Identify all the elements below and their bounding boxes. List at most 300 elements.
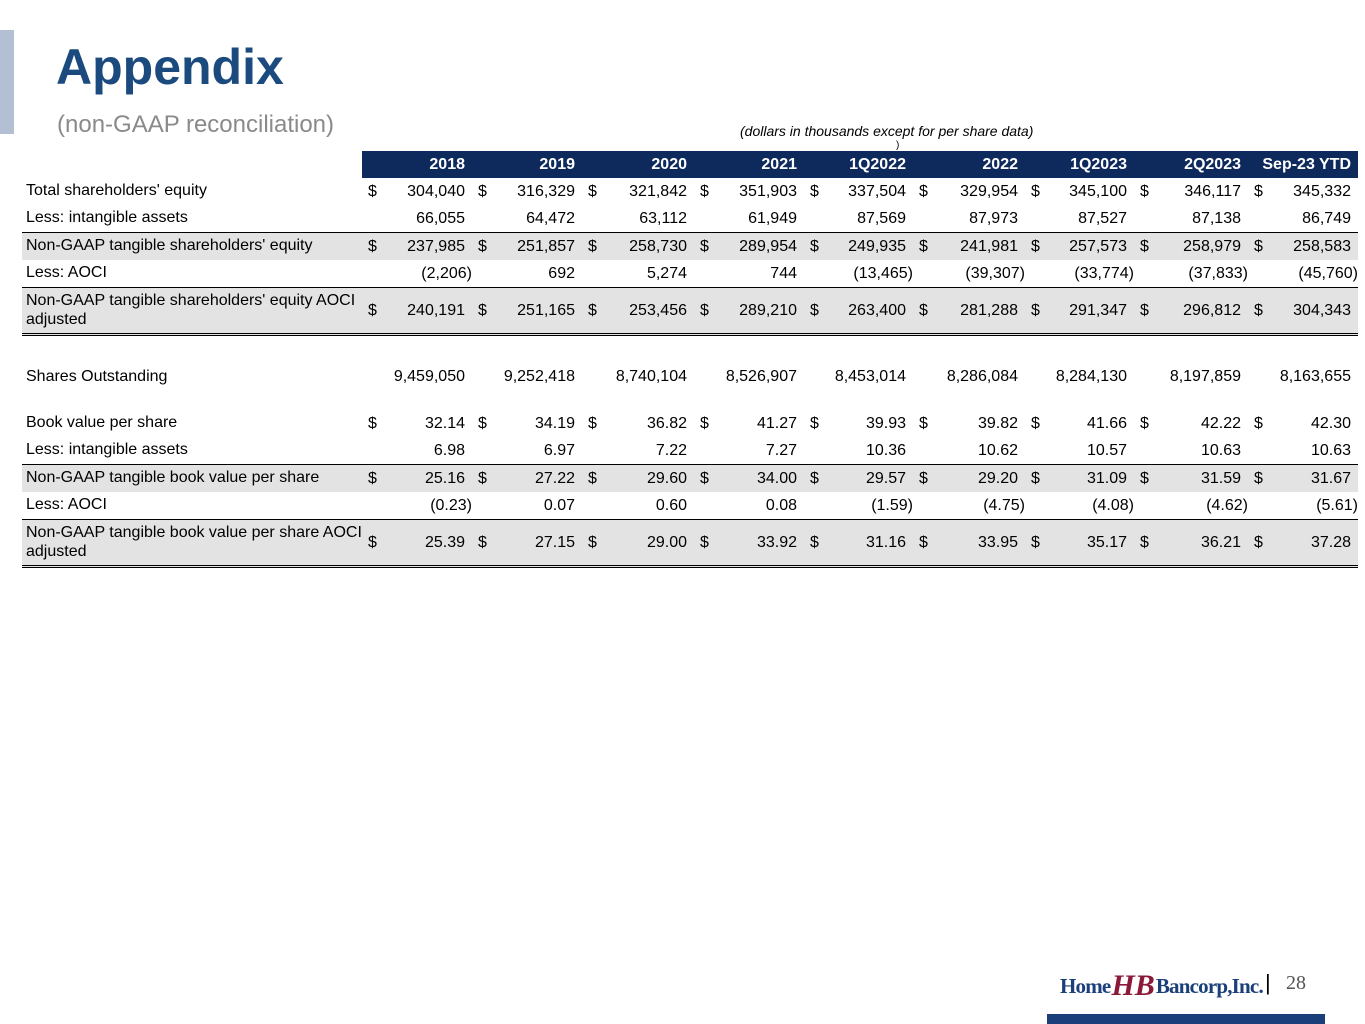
cell-value: 258,583 bbox=[1293, 237, 1351, 255]
table-cell bbox=[804, 260, 913, 288]
cell-value: (4.75) bbox=[983, 496, 1025, 514]
currency-symbol: $ bbox=[1254, 182, 1263, 200]
cell-value: 39.82 bbox=[977, 414, 1018, 432]
cell-value: 31.67 bbox=[1310, 469, 1351, 487]
cell-value: 31.16 bbox=[865, 533, 906, 551]
currency-symbol: $ bbox=[588, 237, 597, 255]
currency-symbol: $ bbox=[1031, 469, 1040, 487]
table-cell bbox=[804, 358, 913, 396]
table-cell bbox=[472, 358, 582, 396]
cell-value: 351,903 bbox=[739, 182, 797, 200]
table-cell bbox=[1248, 437, 1358, 465]
cell-value: 7.27 bbox=[765, 441, 797, 459]
currency-symbol: $ bbox=[478, 414, 487, 432]
cell-value: 304,040 bbox=[407, 182, 465, 200]
table-cell bbox=[1025, 260, 1134, 288]
table-cell bbox=[582, 178, 694, 205]
row-label: Less: intangible assets bbox=[26, 441, 188, 459]
table-cell bbox=[1025, 437, 1134, 465]
table-cell bbox=[804, 233, 913, 261]
table-cell bbox=[1025, 520, 1134, 567]
cell-value: 66,055 bbox=[416, 209, 465, 227]
cell-value: 25.16 bbox=[424, 469, 465, 487]
table-cell bbox=[1248, 358, 1358, 396]
table-cell bbox=[582, 260, 694, 288]
cell-value: 34.00 bbox=[756, 469, 797, 487]
cell-value: 29.00 bbox=[646, 533, 687, 551]
currency-symbol: $ bbox=[478, 237, 487, 255]
cell-value: 0.60 bbox=[655, 496, 687, 514]
cell-value: 289,210 bbox=[739, 301, 797, 319]
currency-symbol: $ bbox=[368, 182, 377, 200]
cell-value: 42.30 bbox=[1310, 414, 1351, 432]
table-cell bbox=[472, 233, 582, 261]
table-cell bbox=[582, 358, 694, 396]
table-cell bbox=[804, 492, 913, 520]
table-cell bbox=[913, 520, 1025, 567]
cell-value: (0.23) bbox=[430, 496, 472, 514]
currency-symbol: $ bbox=[919, 182, 928, 200]
table-cell bbox=[1248, 492, 1358, 520]
cell-value: 35.17 bbox=[1086, 533, 1127, 551]
currency-symbol: $ bbox=[919, 237, 928, 255]
cell-value: 249,935 bbox=[848, 237, 906, 255]
cell-value: 61,949 bbox=[748, 209, 797, 227]
table-cell bbox=[1025, 410, 1134, 437]
cell-value: 253,456 bbox=[629, 301, 687, 319]
table-cell bbox=[913, 437, 1025, 465]
currency-symbol: $ bbox=[700, 533, 709, 551]
currency-symbol: $ bbox=[588, 414, 597, 432]
cell-value: 8,163,655 bbox=[1279, 368, 1351, 385]
table-row bbox=[22, 288, 1358, 335]
row-label: Shares Outstanding bbox=[26, 367, 168, 385]
cell-value: (1.59) bbox=[871, 496, 913, 514]
currency-symbol: $ bbox=[588, 533, 597, 551]
currency-symbol: $ bbox=[1031, 533, 1040, 551]
cell-value: 263,400 bbox=[848, 301, 906, 319]
currency-symbol: $ bbox=[1031, 414, 1040, 432]
table-cell bbox=[472, 205, 582, 233]
cell-value: 87,527 bbox=[1078, 209, 1127, 227]
currency-symbol: $ bbox=[919, 301, 928, 319]
table-cell bbox=[362, 492, 472, 520]
cell-value: 8,526,907 bbox=[725, 368, 797, 385]
cell-value: 289,954 bbox=[739, 237, 797, 255]
currency-symbol: $ bbox=[368, 237, 377, 255]
table-cell bbox=[1025, 358, 1134, 396]
table-cell bbox=[362, 410, 472, 437]
row-label: Non-GAAP tangible shareholders' equity bbox=[22, 233, 362, 261]
currency-symbol: $ bbox=[588, 469, 597, 487]
table-cell bbox=[913, 233, 1025, 261]
cell-value: 251,165 bbox=[517, 301, 575, 319]
cell-value: 41.66 bbox=[1086, 414, 1127, 432]
cell-value: 87,973 bbox=[969, 209, 1018, 227]
cell-value: 36.82 bbox=[646, 414, 687, 432]
column-header: Sep-23 YTD bbox=[1248, 151, 1358, 178]
cell-value: 0.07 bbox=[543, 496, 575, 514]
currency-symbol: $ bbox=[1254, 533, 1263, 551]
row-label: Less: intangible assets bbox=[26, 209, 188, 227]
table-cell bbox=[694, 358, 804, 396]
currency-symbol: $ bbox=[1254, 414, 1263, 432]
table-cell bbox=[362, 178, 472, 205]
table-cell bbox=[1134, 520, 1248, 567]
currency-symbol: $ bbox=[1254, 301, 1263, 319]
cell-value: 744 bbox=[770, 264, 797, 282]
cell-value: 296,812 bbox=[1183, 301, 1241, 319]
cell-value: 29.20 bbox=[977, 469, 1018, 487]
table-cell bbox=[582, 437, 694, 465]
logo-home-text: Home bbox=[1060, 973, 1111, 998]
table-cell bbox=[694, 437, 804, 465]
page-separator: | bbox=[1265, 970, 1271, 995]
cell-value: (33,774) bbox=[1074, 264, 1134, 282]
table-row bbox=[22, 492, 1358, 520]
spacer-row bbox=[22, 396, 1358, 410]
table-cell bbox=[582, 288, 694, 335]
table-cell bbox=[804, 288, 913, 335]
table-cell bbox=[694, 520, 804, 567]
currency-symbol: $ bbox=[478, 469, 487, 487]
cell-value: 0.08 bbox=[765, 496, 797, 514]
table-cell bbox=[1248, 178, 1358, 205]
table-cell bbox=[362, 205, 472, 233]
page-subtitle: (non-GAAP reconciliation) bbox=[57, 111, 335, 138]
table-cell bbox=[1134, 437, 1248, 465]
cell-value: (13,465) bbox=[853, 264, 913, 282]
cell-value: 33.92 bbox=[756, 533, 797, 551]
table-cell bbox=[804, 465, 913, 493]
table-cell bbox=[694, 288, 804, 335]
table-cell bbox=[472, 465, 582, 493]
table-cell bbox=[472, 492, 582, 520]
cell-value: 241,981 bbox=[960, 237, 1018, 255]
cell-value: 25.39 bbox=[424, 533, 465, 551]
currency-symbol: $ bbox=[1140, 237, 1149, 255]
cell-value: 34.19 bbox=[534, 414, 575, 432]
cell-value: 10.62 bbox=[977, 441, 1018, 459]
row-label: Book value per share bbox=[26, 414, 178, 432]
table-cell bbox=[1248, 520, 1358, 567]
column-header: 2Q2023 bbox=[1134, 151, 1248, 178]
cell-value: 304,343 bbox=[1293, 301, 1351, 319]
table-cell bbox=[913, 260, 1025, 288]
currency-symbol: $ bbox=[810, 301, 819, 319]
currency-symbol: $ bbox=[700, 469, 709, 487]
currency-symbol: $ bbox=[919, 414, 928, 432]
cell-value: 237,985 bbox=[407, 237, 465, 255]
table-cell bbox=[694, 233, 804, 261]
table-cell bbox=[1248, 260, 1358, 288]
currency-symbol: $ bbox=[1031, 301, 1040, 319]
cell-value: 257,573 bbox=[1069, 237, 1127, 255]
cell-value: 29.57 bbox=[865, 469, 906, 487]
currency-symbol: $ bbox=[810, 237, 819, 255]
table-cell bbox=[1134, 178, 1248, 205]
currency-symbol: $ bbox=[919, 533, 928, 551]
table-cell bbox=[913, 410, 1025, 437]
cell-value: 6.98 bbox=[433, 441, 465, 459]
header-corner bbox=[22, 151, 362, 178]
currency-symbol: $ bbox=[1140, 414, 1149, 432]
row-label: Total shareholders' equity bbox=[26, 182, 207, 200]
cell-value: 345,332 bbox=[1293, 182, 1351, 200]
cell-value: 29.60 bbox=[646, 469, 687, 487]
table-row bbox=[22, 178, 1358, 205]
table-cell bbox=[472, 260, 582, 288]
table-cell bbox=[694, 492, 804, 520]
currency-symbol: $ bbox=[1140, 182, 1149, 200]
cell-value: 8,284,130 bbox=[1055, 368, 1127, 385]
currency-symbol: $ bbox=[368, 469, 377, 487]
cell-value: 8,286,084 bbox=[946, 368, 1018, 385]
cell-value: 37.28 bbox=[1310, 533, 1351, 551]
table-cell bbox=[1134, 492, 1248, 520]
table-cell bbox=[804, 520, 913, 567]
logo-hb-mark: HB bbox=[1111, 969, 1155, 1002]
table-cell bbox=[362, 520, 472, 567]
currency-symbol: $ bbox=[478, 301, 487, 319]
table-cell bbox=[1025, 492, 1134, 520]
currency-symbol: $ bbox=[810, 469, 819, 487]
cell-value: 240,191 bbox=[407, 301, 465, 319]
cell-value: 10.36 bbox=[865, 441, 906, 459]
currency-symbol: $ bbox=[810, 533, 819, 551]
footer-accent-bar bbox=[1047, 1014, 1325, 1024]
table-cell bbox=[694, 410, 804, 437]
table-cell bbox=[1248, 465, 1358, 493]
table-cell bbox=[913, 205, 1025, 233]
cell-value: 63,112 bbox=[639, 209, 687, 227]
spacer-row bbox=[22, 335, 1358, 359]
cell-value: 5,274 bbox=[646, 264, 687, 282]
row-label: Non-GAAP tangible book value per share AOCI adjusted bbox=[22, 520, 362, 567]
table-cell bbox=[362, 358, 472, 396]
table-cell bbox=[472, 178, 582, 205]
cell-value: 64,472 bbox=[526, 209, 575, 227]
currency-symbol: $ bbox=[588, 301, 597, 319]
table-cell bbox=[1248, 288, 1358, 335]
row-label: Less: AOCI bbox=[26, 264, 107, 282]
cell-value: 337,504 bbox=[848, 182, 906, 200]
cell-value: 27.15 bbox=[534, 533, 575, 551]
table-cell bbox=[694, 178, 804, 205]
page-number: 28 bbox=[1286, 972, 1306, 994]
currency-symbol: $ bbox=[810, 182, 819, 200]
table-cell bbox=[582, 492, 694, 520]
currency-symbol: $ bbox=[1254, 237, 1263, 255]
table-cell bbox=[1248, 205, 1358, 233]
table-cell bbox=[1134, 260, 1248, 288]
table-row bbox=[22, 205, 1358, 233]
table-cell bbox=[1134, 233, 1248, 261]
table-cell bbox=[472, 520, 582, 567]
table-cell bbox=[1134, 465, 1248, 493]
table-cell bbox=[582, 410, 694, 437]
cell-value: 36.21 bbox=[1200, 533, 1241, 551]
currency-symbol: $ bbox=[700, 301, 709, 319]
currency-symbol: $ bbox=[919, 469, 928, 487]
table-cell bbox=[362, 437, 472, 465]
currency-symbol: $ bbox=[1031, 182, 1040, 200]
company-logo bbox=[1060, 968, 1263, 1004]
table-cell bbox=[1025, 233, 1134, 261]
table-cell bbox=[913, 465, 1025, 493]
table-cell bbox=[582, 205, 694, 233]
table-row bbox=[22, 520, 1358, 567]
cell-value: (37,833) bbox=[1188, 264, 1248, 282]
column-header: 2020 bbox=[582, 151, 694, 178]
cell-value: 10.63 bbox=[1310, 441, 1351, 459]
table-cell bbox=[1248, 233, 1358, 261]
row-label: Non-GAAP tangible book value per share bbox=[22, 465, 362, 493]
cell-value: 8,453,014 bbox=[834, 368, 906, 385]
table-cell bbox=[1025, 205, 1134, 233]
cell-value: 33.95 bbox=[977, 533, 1018, 551]
table-cell bbox=[1134, 205, 1248, 233]
table-cell bbox=[1134, 410, 1248, 437]
cell-value: 329,954 bbox=[960, 182, 1018, 200]
currency-symbol: $ bbox=[588, 182, 597, 200]
table-row bbox=[22, 465, 1358, 493]
currency-symbol: $ bbox=[1140, 301, 1149, 319]
currency-symbol: $ bbox=[368, 414, 377, 432]
table-cell bbox=[472, 288, 582, 335]
table-cell bbox=[1134, 358, 1248, 396]
currency-symbol: $ bbox=[368, 301, 377, 319]
table-cell bbox=[472, 437, 582, 465]
table-cell bbox=[582, 465, 694, 493]
cell-value: 9,459,050 bbox=[393, 368, 465, 385]
table-cell bbox=[804, 205, 913, 233]
cell-value: 86,749 bbox=[1302, 209, 1351, 227]
table-row bbox=[22, 437, 1358, 465]
table-cell bbox=[913, 492, 1025, 520]
column-header: 2018 bbox=[362, 151, 472, 178]
row-label: Less: AOCI bbox=[26, 496, 107, 514]
cell-value: 10.63 bbox=[1200, 441, 1241, 459]
table-cell bbox=[804, 178, 913, 205]
table-cell bbox=[913, 288, 1025, 335]
table-row bbox=[22, 410, 1358, 437]
cell-value: 7.22 bbox=[655, 441, 687, 459]
cell-value: 258,730 bbox=[629, 237, 687, 255]
table-cell bbox=[472, 410, 582, 437]
table-cell bbox=[1025, 288, 1134, 335]
cell-value: 281,288 bbox=[960, 301, 1018, 319]
logo-bancorp-text: Bancorp,Inc. bbox=[1155, 973, 1263, 998]
table-row bbox=[22, 233, 1358, 261]
table-cell bbox=[1134, 288, 1248, 335]
cell-value: 31.59 bbox=[1200, 469, 1241, 487]
table-cell bbox=[913, 178, 1025, 205]
reconciliation-table bbox=[22, 151, 1358, 568]
currency-symbol: $ bbox=[810, 414, 819, 432]
page-title: Appendix bbox=[56, 39, 284, 95]
table-header-row bbox=[22, 151, 1358, 178]
table-cell bbox=[362, 260, 472, 288]
currency-symbol: $ bbox=[700, 414, 709, 432]
cell-value: (4.62) bbox=[1206, 496, 1248, 514]
table-cell bbox=[804, 410, 913, 437]
side-accent-bar bbox=[0, 30, 14, 134]
units-note-tail: ) bbox=[896, 140, 900, 151]
table-cell bbox=[582, 520, 694, 567]
currency-symbol: $ bbox=[368, 533, 377, 551]
currency-symbol: $ bbox=[700, 182, 709, 200]
column-header: 2021 bbox=[694, 151, 804, 178]
cell-value: 31.09 bbox=[1086, 469, 1127, 487]
table-cell bbox=[362, 465, 472, 493]
table-cell bbox=[1025, 178, 1134, 205]
units-note: (dollars in thousands except for per share data) bbox=[740, 123, 1034, 139]
cell-value: 6.97 bbox=[543, 441, 575, 459]
table-cell bbox=[362, 288, 472, 335]
table-cell bbox=[694, 260, 804, 288]
cell-value: (39,307) bbox=[965, 264, 1025, 282]
cell-value: (4.08) bbox=[1092, 496, 1134, 514]
table-cell bbox=[913, 358, 1025, 396]
cell-value: 42.22 bbox=[1200, 414, 1241, 432]
cell-value: 316,329 bbox=[517, 182, 575, 200]
table-cell bbox=[362, 233, 472, 261]
currency-symbol: $ bbox=[1254, 469, 1263, 487]
currency-symbol: $ bbox=[478, 182, 487, 200]
cell-value: 41.27 bbox=[756, 414, 797, 432]
row-label: Non-GAAP tangible shareholders' equity AOCI adjusted bbox=[22, 288, 362, 335]
table-cell bbox=[694, 465, 804, 493]
table-cell bbox=[582, 233, 694, 261]
cell-value: 258,979 bbox=[1183, 237, 1241, 255]
column-header: 2019 bbox=[472, 151, 582, 178]
table-row bbox=[22, 260, 1358, 288]
cell-value: 692 bbox=[548, 264, 575, 282]
table-row bbox=[22, 358, 1358, 396]
cell-value: 10.57 bbox=[1086, 441, 1127, 459]
cell-value: 87,569 bbox=[857, 209, 906, 227]
cell-value: (5.61) bbox=[1316, 496, 1358, 514]
currency-symbol: $ bbox=[1140, 533, 1149, 551]
table-cell bbox=[804, 437, 913, 465]
cell-value: 291,347 bbox=[1069, 301, 1127, 319]
cell-value: 39.93 bbox=[865, 414, 906, 432]
cell-value: (2,206) bbox=[421, 264, 472, 282]
cell-value: 345,100 bbox=[1069, 182, 1127, 200]
cell-value: 251,857 bbox=[517, 237, 575, 255]
cell-value: 32.14 bbox=[424, 414, 465, 432]
cell-value: (45,760) bbox=[1298, 264, 1358, 282]
cell-value: 27.22 bbox=[534, 469, 575, 487]
currency-symbol: $ bbox=[478, 533, 487, 551]
cell-value: 87,138 bbox=[1192, 209, 1241, 227]
currency-symbol: $ bbox=[700, 237, 709, 255]
table-cell bbox=[1025, 465, 1134, 493]
cell-value: 321,842 bbox=[629, 182, 687, 200]
cell-value: 9,252,418 bbox=[503, 368, 575, 385]
cell-value: 8,197,859 bbox=[1169, 368, 1241, 385]
currency-symbol: $ bbox=[1140, 469, 1149, 487]
column-header: 2022 bbox=[913, 151, 1025, 178]
currency-symbol: $ bbox=[1031, 237, 1040, 255]
table-cell bbox=[694, 205, 804, 233]
column-header: 1Q2022 bbox=[804, 151, 913, 178]
cell-value: 8,740,104 bbox=[615, 368, 687, 385]
cell-value: 346,117 bbox=[1184, 182, 1241, 200]
table-cell bbox=[1248, 410, 1358, 437]
column-header: 1Q2023 bbox=[1025, 151, 1134, 178]
